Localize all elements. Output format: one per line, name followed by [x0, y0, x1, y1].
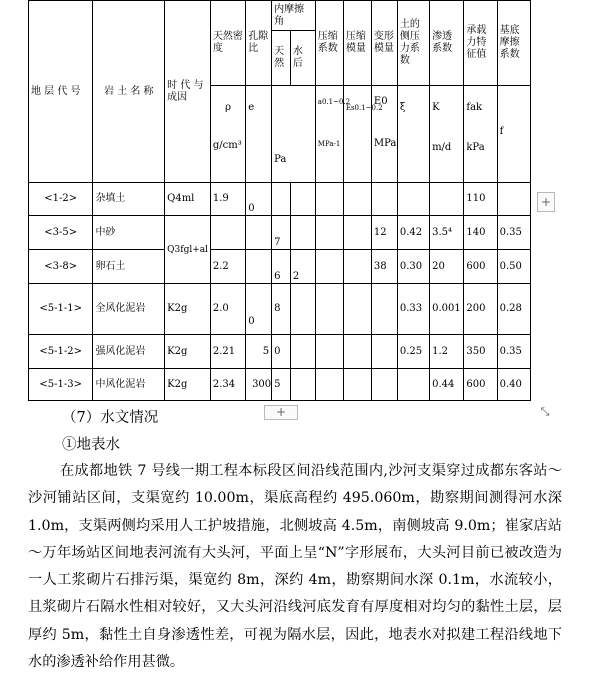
cell-e0 — [371, 335, 397, 369]
cell-es — [343, 335, 371, 369]
cell-phi — [272, 183, 291, 216]
cell-phi-w: 2 — [290, 250, 315, 284]
cell-e0 — [371, 183, 397, 216]
deformation-unit: MPa — [373, 138, 397, 149]
cell-void: 0 — [246, 183, 272, 216]
cell-a — [315, 369, 343, 401]
cell-phi-w — [290, 369, 315, 401]
cell-fak: 600 — [464, 250, 497, 284]
header-bearing: 承载力特征值 — [464, 1, 497, 86]
cell-fak: 600 — [464, 369, 497, 401]
header-permeability: 渗透系数 — [430, 1, 464, 86]
cell-fak: 350 — [464, 335, 497, 369]
cell-era: K2g — [165, 335, 211, 369]
cell-f — [497, 183, 530, 216]
cell-void: 5 — [246, 335, 272, 369]
cell-e0: 12 — [371, 216, 397, 250]
density-unit: g/cm³ — [212, 140, 242, 151]
cell-name: 卵石土 — [93, 250, 165, 284]
cell-phi-w — [290, 183, 315, 216]
header-friction-natural: 天然 — [272, 31, 291, 86]
cell-density: 2.0 — [210, 284, 245, 335]
cell-era: K2g — [165, 284, 211, 335]
plus-icon: + — [540, 195, 552, 209]
cell-era: K2g — [165, 369, 211, 401]
cell-fak: 200 — [464, 284, 497, 335]
header-base-friction: 基底摩擦系数 — [497, 1, 530, 86]
header-era-genesis: 时 代 与 成因 — [165, 1, 211, 183]
cell-es — [343, 216, 371, 250]
cell-name: 全风化泥岩 — [93, 284, 165, 335]
cell-f: 0.50 — [497, 250, 530, 284]
header-void-ratio: 孔隙比 — [246, 1, 272, 86]
header-stratum-code: 地 层 代 号 — [29, 1, 93, 183]
void-symbol: e — [248, 102, 255, 113]
cell-density: 2.2 — [210, 250, 245, 284]
cell-xi: 0.42 — [397, 216, 429, 250]
cell-phi: 0 — [272, 335, 291, 369]
subsection-heading: ①地表水 — [62, 437, 120, 453]
cell-phi: 8 — [272, 284, 291, 335]
density-symbol: ρ — [225, 102, 231, 113]
body-paragraph: 在成都地铁 7 号线一期工程本标段区间沿线范围内,沙河支渠穿过成都东客站～沙河铺站区间，支渠宽约 10.00m，渠底高程约 495.060m，勘察期间测得河水深 1.0m，支渠两侧均采用人工护坡措施，北侧坡高 4.5m，南侧坡高 9.0m；崔家店站～万年场站区间地表河流有大头河，平面上呈“N”字形展布，大头河目前已被改造为一人工浆砌片石排污渠，渠宽约 8m，深约 4m，勘察期间水深 0.1m，水流较小，且浆砌片石隔水性相对较好，又大头河沿线河底发育有厚度相对均匀的黏性土层，层厚约 5m，黏性土自身渗透性差，可视为隔水层，因此，地表水对拟建工程沿线地下水的渗透补给作用甚微。 — [28, 463, 562, 671]
cell-phi: 7 — [272, 216, 291, 250]
table-row — [29, 284, 531, 335]
add-row-button[interactable] — [264, 405, 298, 420]
base-friction-symbol: f — [499, 126, 504, 137]
permeability-unit: m/d — [432, 142, 452, 153]
cell-void — [246, 250, 272, 284]
geotechnical-parameter-table[interactable] — [28, 0, 531, 401]
cell-name: 中砂 — [93, 216, 165, 250]
bearing-unit: kPa — [466, 142, 485, 153]
cell-e0 — [371, 284, 397, 335]
cell-density: 2.34 — [210, 369, 245, 401]
cell-code: <5-1-2> — [29, 335, 93, 369]
cell-phi-w — [290, 335, 315, 369]
cell-es — [343, 284, 371, 335]
cell-era: Q4ml — [165, 183, 211, 216]
header-density: 天然密度 — [210, 1, 245, 86]
header-compression-modulus: 压缩模量 — [343, 1, 371, 86]
resize-icon: ⤡ — [540, 405, 550, 418]
cell-f: 0.28 — [497, 284, 530, 335]
compression-modulus-symbol: Es0.1~0.2 — [345, 104, 383, 112]
cell-phi: 6 — [272, 250, 291, 284]
cell-e0: 38 — [371, 250, 397, 284]
deformation-symbol: E0 — [373, 96, 388, 107]
pa-unit-label: Pa — [274, 154, 287, 165]
table-row — [29, 183, 531, 216]
cell-k: 0.44 — [430, 369, 464, 401]
cell-code: <5-1-1> — [29, 284, 93, 335]
cell-fak: 110 — [464, 183, 497, 216]
header-lateral-coef: 土的侧压力系数 — [397, 1, 429, 86]
cell-f: 0.40 — [497, 369, 530, 401]
cell-xi: 0.25 — [397, 335, 429, 369]
cell-a — [315, 216, 343, 250]
cell-a — [315, 335, 343, 369]
cell-xi — [397, 369, 429, 401]
table-row — [29, 216, 531, 250]
cell-k: 20 — [430, 250, 464, 284]
cell-xi: 0.33 — [397, 284, 429, 335]
cell-k: 3.5⁴ — [430, 216, 464, 250]
cell-phi: 5 — [272, 369, 291, 401]
cell-k: 0.001 — [430, 284, 464, 335]
cell-es — [343, 369, 371, 401]
cell-k: 1.2 — [430, 335, 464, 369]
cell-void — [246, 216, 272, 250]
cell-es — [343, 183, 371, 216]
cell-f: 0.35 — [497, 216, 530, 250]
header-deformation-modulus: 变形模量 — [371, 1, 397, 86]
table-row — [29, 250, 531, 284]
compression-symbol: a0.1~0.2 — [317, 98, 351, 106]
cell-a — [315, 183, 343, 216]
cell-density — [210, 216, 245, 250]
cell-name: 杂填土 — [93, 183, 165, 216]
header-rock-name: 岩 土 名 称 — [93, 1, 165, 183]
cell-code: <3-8> — [29, 250, 93, 284]
header-friction-underwater: 水后 — [290, 31, 315, 86]
cell-a — [315, 284, 343, 335]
cell-density: 1.9 — [210, 183, 245, 216]
plus-icon: + — [275, 405, 287, 419]
cell-e0 — [371, 369, 397, 401]
lateral-symbol: ξ — [399, 102, 406, 113]
cell-void: 0 — [246, 284, 272, 335]
cell-code: <1-2> — [29, 183, 93, 216]
cell-code: <3-5> — [29, 216, 93, 250]
compression-unit: MPa-1 — [317, 140, 341, 148]
cell-xi — [397, 183, 429, 216]
cell-f: 0.35 — [497, 335, 530, 369]
cell-a — [315, 250, 343, 284]
cell-name: 中风化泥岩 — [93, 369, 165, 401]
cell-phi-w — [290, 216, 315, 250]
permeability-symbol: K — [432, 102, 440, 113]
cell-es — [343, 250, 371, 284]
cell-era-merged: Q3fgl+al — [165, 216, 211, 284]
table-resize-handle[interactable] — [538, 405, 552, 419]
cell-void: 300 — [246, 369, 272, 401]
section-heading: （7）水文情况 — [62, 410, 159, 426]
table-row — [29, 335, 531, 369]
bearing-symbol: fak — [466, 102, 483, 113]
cell-code: <5-1-3> — [29, 369, 93, 401]
header-friction-angle: 内摩擦角 — [272, 1, 316, 31]
cell-fak: 140 — [464, 216, 497, 250]
cell-phi-w — [290, 284, 315, 335]
header-compression-coef: 压缩系数 — [315, 1, 343, 86]
cell-k — [430, 183, 464, 216]
cell-density: 2.21 — [210, 335, 245, 369]
cell-name: 强风化泥岩 — [93, 335, 165, 369]
add-column-button[interactable] — [537, 192, 555, 212]
cell-xi: 0.30 — [397, 250, 429, 284]
table-row — [29, 369, 531, 401]
